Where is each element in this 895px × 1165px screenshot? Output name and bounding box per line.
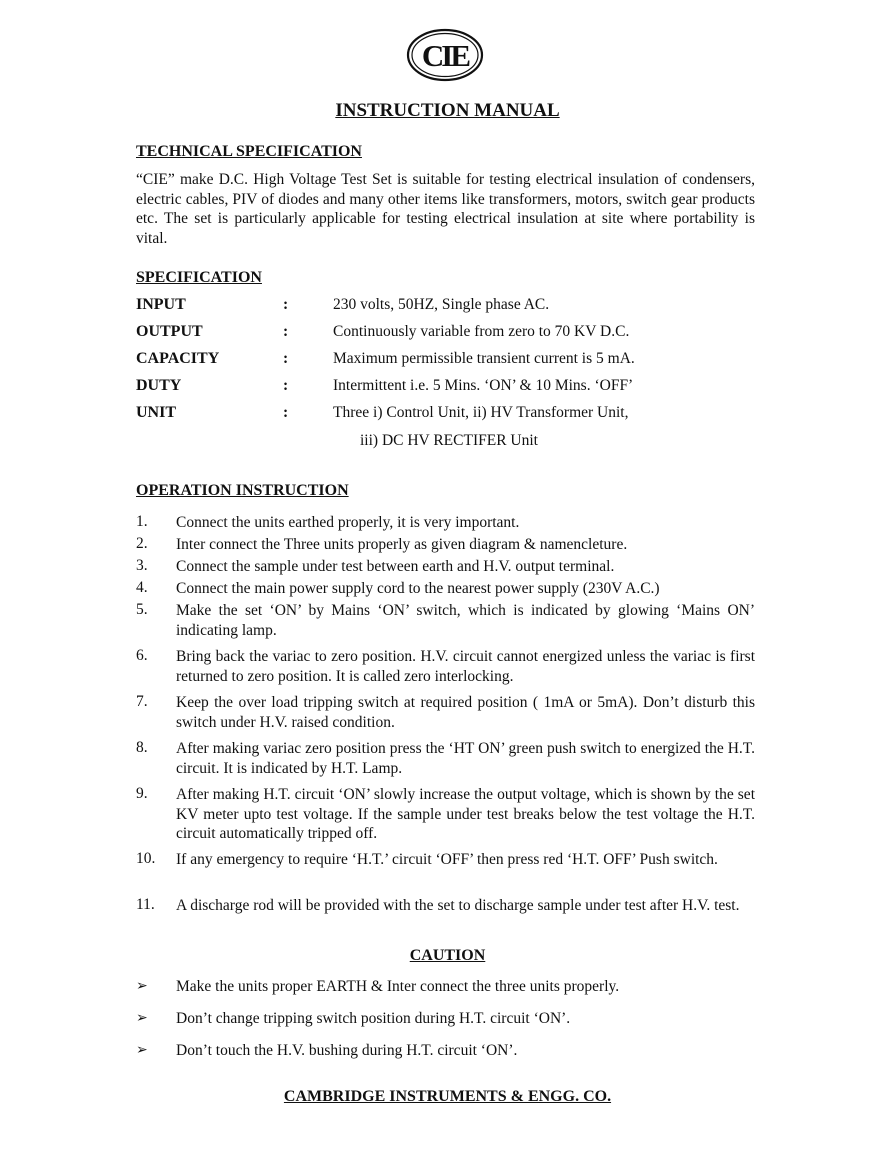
step-number: 1. xyxy=(136,513,148,530)
step-text: Make the set ‘ON’ by Mains ‘ON’ switch, which is indicated by glowing ‘Mains ON’ indicating lamp. xyxy=(176,602,755,639)
step-number: 9. xyxy=(136,785,148,802)
spec-key: INPUT xyxy=(136,296,186,313)
step-number: 2. xyxy=(136,535,148,552)
cie-logo-icon xyxy=(406,28,484,82)
step-number: 6. xyxy=(136,647,148,664)
step-number: 4. xyxy=(136,579,148,596)
spec-colon: : xyxy=(283,350,289,367)
technical-specification-heading: TECHNICAL SPECIFICATION xyxy=(136,143,362,160)
step-text: A discharge rod will be provided with the set to discharge sample under test after H.V. test. xyxy=(176,897,740,914)
step-text: After making variac zero position press the ‘HT ON’ green push switch to energized the H.T. circuit. It is indicated by H.T. Lamp. xyxy=(176,740,755,777)
step-number: 8. xyxy=(136,739,148,756)
spec-key: UNIT xyxy=(136,404,177,421)
spec-row-capacity xyxy=(136,350,756,370)
spec-key: DUTY xyxy=(136,377,182,394)
arrowhead-bullet-icon: ➢ xyxy=(136,979,148,994)
arrowhead-bullet-icon: ➢ xyxy=(136,1011,148,1026)
step-number: 11. xyxy=(136,896,155,913)
step-text: Connect the units earthed properly, it is very important. xyxy=(176,514,520,531)
caution-text: Make the units proper EARTH & Inter connect the three units properly. xyxy=(176,978,620,995)
caution-text: Don’t touch the H.V. bushing during H.T. circuit ‘ON’. xyxy=(176,1042,518,1059)
step-text: Keep the over load tripping switch at required position ( 1mA or 5mA). Don’t disturb this switch under H.V. raised condition. xyxy=(176,694,755,731)
spec-value: Maximum permissible transient current is 5 mA. xyxy=(333,350,635,367)
spec-row-duty xyxy=(136,377,756,397)
spec-colon: : xyxy=(283,323,289,340)
spec-unit-continued: iii) DC HV RECTIFER Unit xyxy=(360,432,538,449)
spec-colon: : xyxy=(283,404,289,421)
spec-value: 230 volts, 50HZ, Single phase AC. xyxy=(333,296,550,313)
step-text: Bring back the variac to zero position. H.V. circuit cannot energized unless the variac is first returned to zero position. It is called zero interlocking. xyxy=(176,648,755,685)
spec-value: Continuously variable from zero to 70 KV D.C. xyxy=(333,323,630,340)
spec-key: CAPACITY xyxy=(136,350,220,367)
spec-value: Intermittent i.e. 5 Mins. ‘ON’ & 10 Mins. ‘OFF’ xyxy=(333,377,634,394)
spec-colon: : xyxy=(283,296,289,313)
page-title: INSTRUCTION MANUAL xyxy=(335,100,560,121)
step-number: 3. xyxy=(136,557,148,574)
logo-text: CIE xyxy=(421,38,469,73)
step-text: If any emergency to require ‘H.T.’ circuit ‘OFF’ then press red ‘H.T. OFF’ Push switch. xyxy=(176,851,718,868)
cie-logo xyxy=(406,28,484,82)
company-footer: CAMBRIDGE INSTRUMENTS & ENGG. CO. xyxy=(283,1088,612,1105)
step-number: 10. xyxy=(136,850,156,867)
step-text: After making H.T. circuit ‘ON’ slowly increase the output voltage, which is shown by the set KV meter upto test voltage. If the sample under test breaks below the test voltage the H.T. circuit automatically tripped off. xyxy=(176,786,755,842)
spec-colon: : xyxy=(283,377,289,394)
spec-row-input xyxy=(136,296,756,316)
spec-value: Three i) Control Unit, ii) HV Transformer Unit, xyxy=(333,404,629,421)
operation-instruction-heading: OPERATION INSTRUCTION xyxy=(136,482,349,499)
spec-key: OUTPUT xyxy=(136,323,203,340)
spec-row-unit xyxy=(136,404,756,424)
technical-description: “CIE” make D.C. High Voltage Test Set is suitable for testing electrical insulation of condensers, electric cables, PIV of diodes and many other items like transformers, motors, switch gear products etc. The set is particularly applicable for testing electrical insulation at site where portability is vital. xyxy=(136,171,755,247)
step-text: Inter connect the Three units properly as given diagram & namencleture. xyxy=(176,536,628,553)
step-text: Connect the sample under test between earth and H.V. output terminal. xyxy=(176,558,615,575)
caution-text: Don’t change tripping switch position during H.T. circuit ‘ON’. xyxy=(176,1010,571,1027)
specification-heading: SPECIFICATION xyxy=(136,269,262,286)
step-text: Connect the main power supply cord to the nearest power supply (230V A.C.) xyxy=(176,580,660,597)
arrowhead-bullet-icon: ➢ xyxy=(136,1043,148,1058)
step-number: 5. xyxy=(136,601,148,618)
step-number: 7. xyxy=(136,693,148,710)
caution-heading: CAUTION xyxy=(409,947,486,964)
spec-row-output xyxy=(136,323,756,343)
